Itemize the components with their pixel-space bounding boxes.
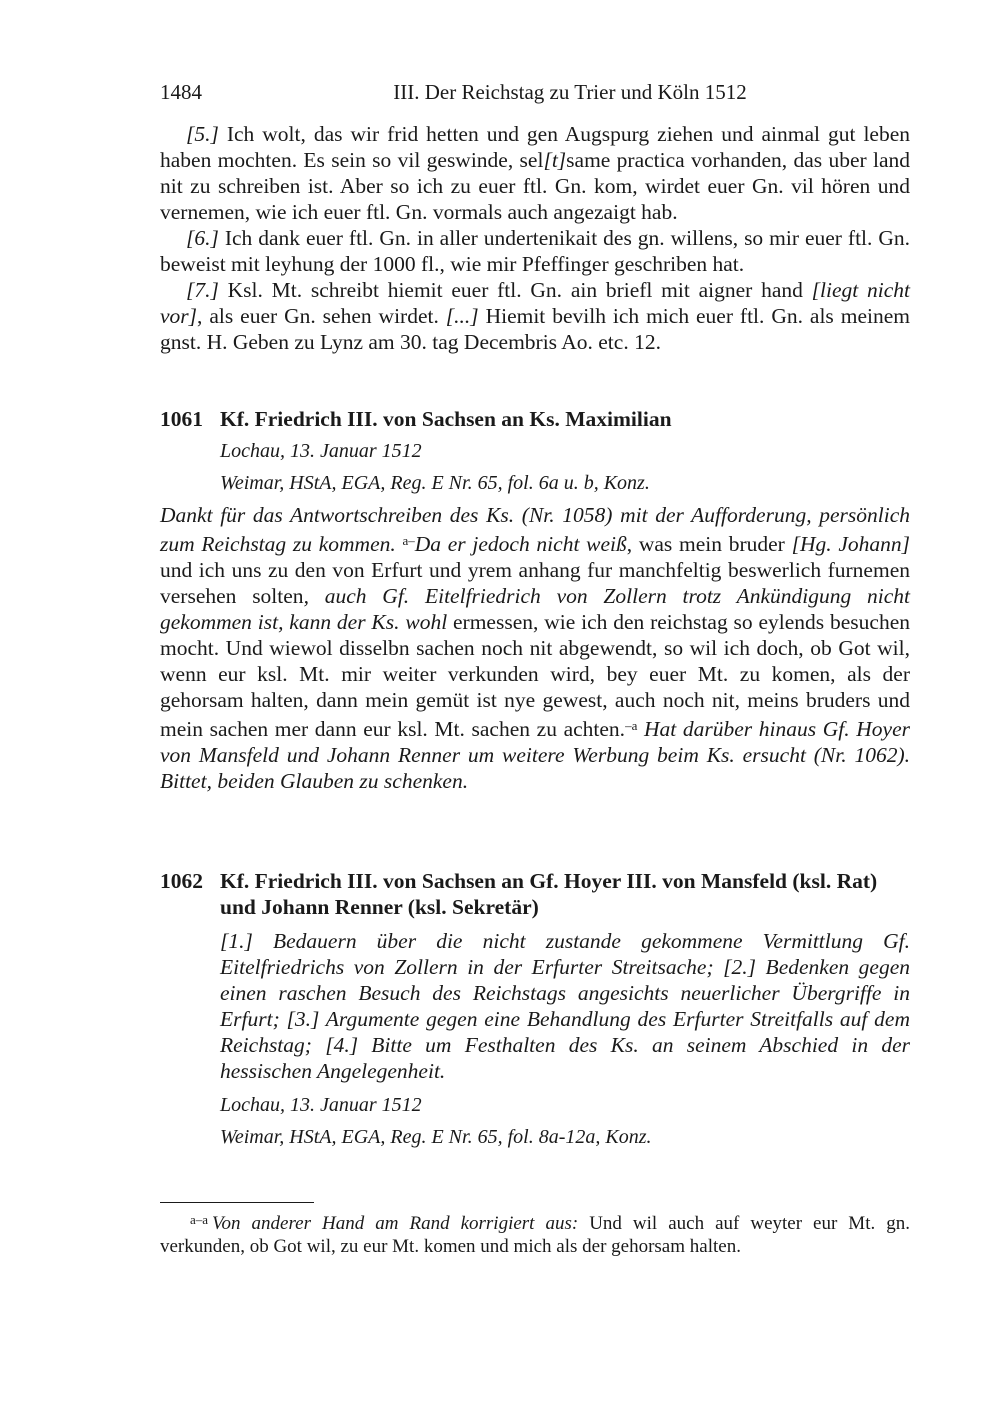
place-date: Lochau, 13. Januar 1512 bbox=[220, 440, 422, 462]
paragraph-text: Ksl. Mt. schreibt hiemit euer ftl. Gn. ain briefl mit aigner hand bbox=[218, 278, 812, 302]
footnote-rule bbox=[160, 1202, 314, 1203]
document-title-line-1: Kf. Friedrich III. von Sachsen an Gf. Hoyer III. von Mansfeld (ksl. Rat) bbox=[220, 869, 878, 893]
editorial-insertion: [t] bbox=[543, 148, 567, 172]
document-number: 1062 bbox=[160, 869, 203, 893]
source-text: , was mein bruder bbox=[626, 532, 792, 556]
source-text: ermessen, wie ich den reichstag so eylends besuchen mocht. Und wiewol disselbn sachen noch nit abgewendt, so wil ich doch, ob Got wil, wenn eur ksl. Mt. mir weiter verkunden wird, bey euer Mt. zu komen, als der gehorsam halten, dann mein gemüt ist nye gewest, auch noch nit, meins bruders und mein sachen mer dann eur ksl. Mt. sachen zu achten. bbox=[160, 610, 910, 741]
footnote-marker: a–a bbox=[190, 1212, 209, 1227]
document-heading bbox=[160, 406, 910, 432]
regest-text: Da er jedoch nicht weiß bbox=[414, 532, 627, 556]
source-reference: Weimar, HStA, EGA, Reg. E Nr. 65, fol. 8a-12a, Konz. bbox=[220, 1126, 652, 1148]
paragraph-number: [6.] bbox=[186, 226, 219, 250]
footnote-text: Und wil auch auf weyter eur Mt. gn. verkunden, ob Got wil, zu eur Mt. komen und mich als der gehorsam halten. bbox=[160, 1213, 910, 1257]
document-title: Kf. Friedrich III. von Sachsen an Ks. Maximilian bbox=[220, 407, 672, 431]
footnote-marker: –a bbox=[625, 718, 638, 733]
source-reference: Weimar, HStA, EGA, Reg. E Nr. 65, fol. 6a u. b, Konz. bbox=[220, 472, 650, 494]
document-heading bbox=[160, 868, 910, 920]
footnote-marker: a– bbox=[402, 533, 415, 548]
regest-text: Dankt für das Antwortschreiben des Ks. (Nr. 1058) mit der Aufforderung, persönlich zum Reichstag zu kommen. bbox=[160, 503, 910, 556]
paragraph-7 bbox=[160, 277, 910, 355]
paragraph-text: Ich wolt, das wir frid hetten und gen Augspurg ziehen und ainmal gut leben haben mochten. Es sein so vil geswinde, sel bbox=[160, 122, 910, 172]
page-number: 1484 bbox=[160, 80, 202, 104]
paragraph-text: , als euer Gn. sehen wirdet. bbox=[197, 304, 446, 328]
paragraph-text: Hiemit bevilh ich mich euer ftl. Gn. als meinem gnst. H. Geben zu Lynz am 30. tag Decembris Ao. etc. 12. bbox=[160, 304, 910, 354]
paragraph-5 bbox=[160, 121, 910, 225]
paragraph-6 bbox=[160, 225, 910, 277]
running-title: III. Der Reichstag zu Trier und Köln 1512 bbox=[393, 80, 747, 104]
document-1061 bbox=[160, 406, 910, 794]
omission-mark: [...] bbox=[445, 304, 479, 328]
regest-text: Hat darüber hinaus Gf. Hoyer von Mansfeld und Johann Renner um weitere Werbung beim Ks. ersucht (Nr. 1062). Bittet, beiden Glauben zu schenken. bbox=[160, 717, 910, 793]
place-date: Lochau, 13. Januar 1512 bbox=[220, 1094, 422, 1116]
running-head bbox=[160, 80, 910, 108]
footnote-label: Von anderer Hand am Rand korrigiert aus: bbox=[212, 1213, 579, 1234]
editorial-insertion: [Hg. Johann] bbox=[791, 532, 910, 556]
document-title-line-2: und Johann Renner (ksl. Sekretär) bbox=[220, 895, 539, 919]
document-body bbox=[160, 502, 910, 794]
paragraph-text: Ich dank euer ftl. Gn. in aller undertenikait des gn. willens, so mir euer ftl. Gn. beweist mit leyhung der 1000 fl., wie mir Pfeffinger geschriben hat. bbox=[160, 226, 910, 276]
paragraph-number: [5.] bbox=[186, 122, 219, 146]
paragraph-number: [7.] bbox=[186, 278, 219, 302]
document-number: 1061 bbox=[160, 407, 203, 431]
editorial-note: [liegt nicht vor] bbox=[160, 278, 910, 328]
document-summary: [1.] Bedauern über die nicht zustande gekommene Vermittlung Gf. Eitelfriedrichs von Zollern in der Erfurter Streitsache; [2.] Bedenken gegen einen raschen Besuch des Reichstags angesichts neuerlicher Übergriffe in Erfurt; [3.] Argumente gegen eine Behandlung des Erfurter Streitfalls auf dem Reichstag; [4.] Bitte um Festhalten des Ks. an seinem Abschied in der hessischen Angelegenheit. bbox=[220, 929, 910, 1083]
document-1062 bbox=[160, 868, 910, 1150]
letter-continuation bbox=[160, 121, 910, 355]
paragraph-text: same practica vorhanden, das uber land nit zu schreiben ist. Aber so ich zu euer ftl. Gn. kom, wirdet euer Gn. vil hören und vernemen, wie ich euer ftl. Gn. vormals auch angezaigt hab. bbox=[160, 148, 911, 224]
source-text: und ich uns zu den von Erfurt und yrem anhang fur manchfeltig beswerlich furnemen versehen solten bbox=[160, 558, 910, 608]
footnote bbox=[160, 1208, 910, 1258]
regest-text: , auch Gf. Eitelfriedrich von Zollern trotz Ankündigung nicht gekommen ist, kann der Ks. wohl bbox=[160, 584, 910, 634]
